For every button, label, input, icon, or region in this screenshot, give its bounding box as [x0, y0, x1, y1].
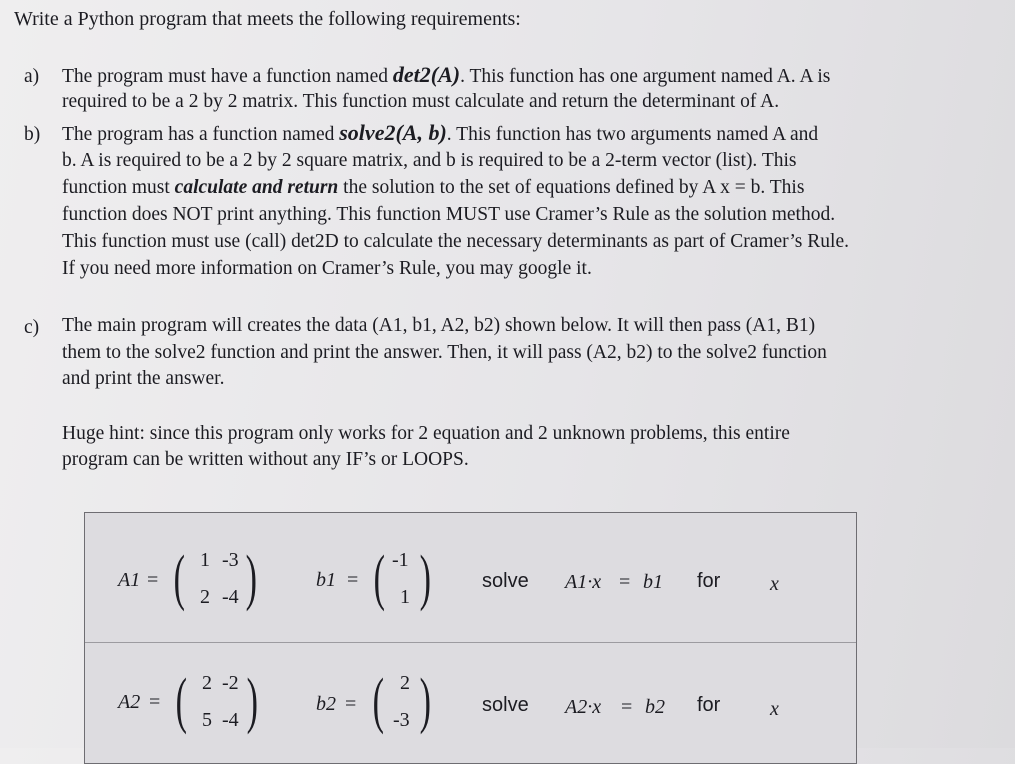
matrix-cell: 2 [200, 586, 210, 608]
item-a-line-2: required to be a 2 by 2 matrix. This function must calculate and return the determinant of A. [62, 91, 780, 112]
item-a-label: a) [24, 66, 40, 87]
item-a-line-1 [62, 62, 830, 90]
left-paren-icon: ( [173, 544, 186, 612]
text: . This function has one argument named A. A is [460, 66, 831, 87]
vector-cell: 1 [400, 586, 410, 608]
vector-cell: -1 [392, 549, 409, 571]
equals-sign: = [347, 569, 359, 591]
item-b-line-1 [62, 120, 818, 148]
item-b-line-6: If you need more information on Cramer’s Rule, you may google it. [62, 258, 592, 279]
text: . This function has two arguments named A and [446, 124, 819, 145]
function-name: det2(A) [392, 62, 461, 87]
vector-cell: -3 [393, 709, 410, 731]
item-b-line-4: function does NOT print anything. This function MUST use Cramer’s Rule as the solution method. [62, 204, 836, 225]
item-c-label: c) [24, 317, 40, 338]
emphasis-text: calculate and return [174, 177, 339, 198]
right-paren-icon: ) [245, 544, 258, 612]
item-c-line-3: and print the answer. [62, 368, 225, 389]
text: the solution to the set of equations defined by A x = b. This [338, 177, 805, 198]
solve-label: solve [482, 570, 529, 592]
equals-sign: = [149, 691, 161, 713]
item-b-label: b) [24, 124, 41, 145]
expression-right: b1 [643, 571, 663, 593]
equation-panel [84, 512, 857, 764]
matrix-cell: -2 [222, 672, 239, 694]
expression-left: A1·x [565, 571, 602, 593]
matrix-cell: 1 [200, 549, 210, 571]
solve-label: solve [482, 694, 529, 716]
page-title: Write a Python program that meets the following requirements: [14, 8, 521, 30]
left-paren-icon: ( [373, 544, 386, 612]
text: function must [62, 177, 175, 198]
panel-divider [85, 642, 856, 643]
matrix-cell: -4 [222, 709, 239, 731]
hint-line-2: program can be written without any IF’s or LOOPS. [62, 449, 469, 470]
left-paren-icon: ( [372, 667, 385, 735]
matrix-cell: -4 [222, 586, 239, 608]
left-paren-icon: ( [175, 667, 188, 735]
variable: x [770, 698, 779, 720]
item-b-line-3 [62, 175, 804, 201]
expression-equals: = [621, 696, 633, 718]
text: The program must have a function named [62, 66, 393, 87]
right-paren-icon: ) [419, 667, 432, 735]
expression-right: b2 [645, 696, 665, 718]
text: The program has a function named [62, 124, 340, 145]
function-name: solve2(A, b) [339, 120, 447, 145]
matrix-name: A2 [118, 691, 141, 713]
expression-left: A2·x [565, 696, 602, 718]
right-paren-icon: ) [246, 667, 259, 735]
right-paren-icon: ) [419, 544, 432, 612]
equals-sign: = [147, 569, 159, 591]
item-c-line-2: them to the solve2 function and print the answer. Then, it will pass (A2, b2) to the solve2 function [62, 342, 827, 363]
vector-cell: 2 [400, 672, 410, 694]
item-b-line-2: b. A is required to be a 2 by 2 square matrix, and b is required to be a 2-term vector (list). This [62, 150, 797, 171]
matrix-cell: 5 [202, 709, 212, 731]
hint-line-1: Huge hint: since this program only works for 2 equation and 2 unknown problems, this entire [62, 423, 790, 444]
vector-name: b2 [316, 693, 336, 715]
matrix-cell: -3 [222, 549, 239, 571]
matrix-cell: 2 [202, 672, 212, 694]
matrix-name: A1 [118, 569, 141, 591]
expression-equals: = [619, 571, 631, 593]
variable: x [770, 573, 779, 595]
item-c-line-1: The main program will creates the data (A1, b1, A2, b2) shown below. It will then pass (A1, B1) [62, 315, 816, 336]
for-label: for [697, 694, 721, 716]
item-b-line-5: This function must use (call) det2D to calculate the necessary determinants as part of Cramer’s Rule. [62, 231, 849, 252]
for-label: for [697, 570, 721, 592]
vector-name: b1 [316, 569, 336, 591]
equals-sign: = [345, 693, 357, 715]
